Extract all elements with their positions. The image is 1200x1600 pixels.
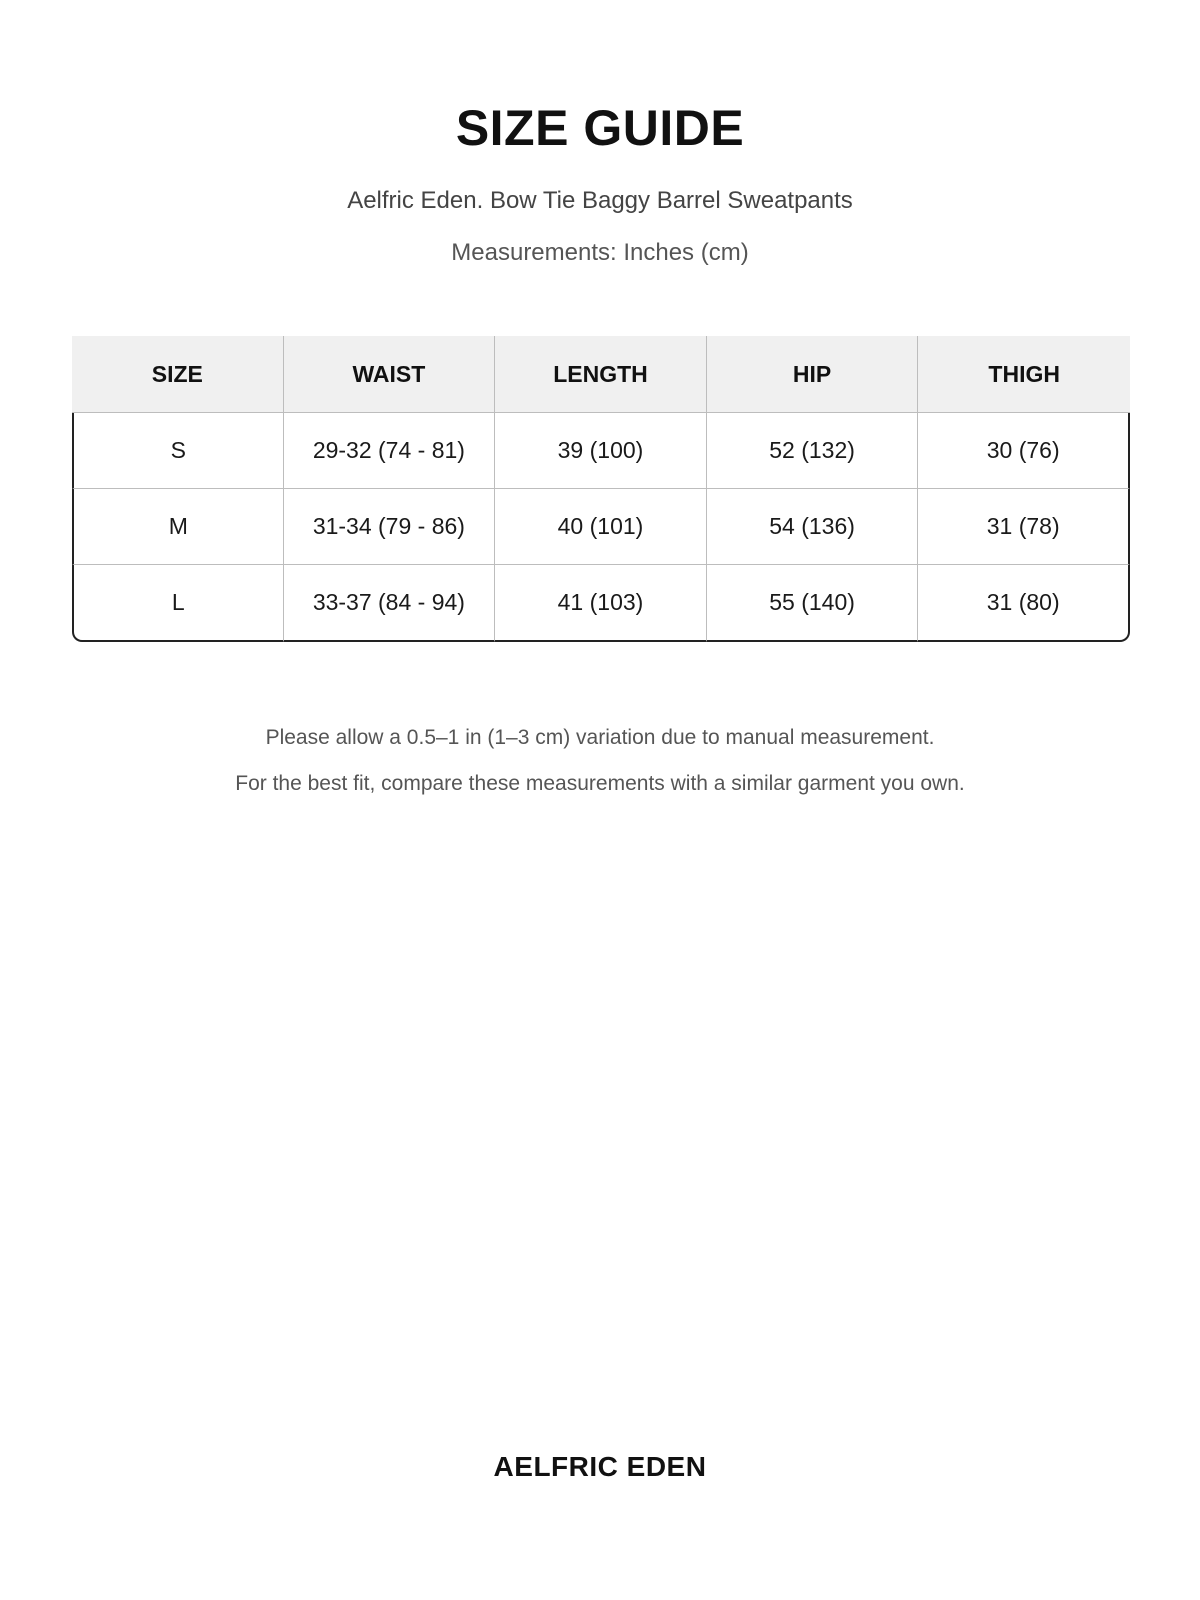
waist-cell: 31-34 (79 - 86) (284, 489, 496, 565)
table-row (72, 413, 1130, 489)
hip-cell: 55 (140) (707, 565, 919, 642)
thigh-cell: 31 (78) (918, 489, 1130, 565)
length-cell: 41 (103) (495, 565, 707, 642)
fit-note: For the best fit, compare these measurements with a similar garment you own. (235, 772, 965, 795)
column-header-size: SIZE (72, 336, 284, 413)
header-row (72, 336, 1130, 413)
column-header-hip: HIP (707, 336, 919, 413)
size-cell: L (72, 565, 284, 642)
hip-cell: 54 (136) (707, 489, 919, 565)
length-cell: 39 (100) (495, 413, 707, 489)
brand-footer: AELFRIC EDEN (493, 1451, 707, 1482)
size-table-body (72, 413, 1130, 642)
variation-note: Please allow a 0.5–1 in (1–3 cm) variation due to manual measurement. (265, 726, 935, 749)
product-name: Aelfric Eden. Bow Tie Baggy Barrel Sweatpants (347, 187, 853, 214)
thigh-cell: 31 (80) (918, 565, 1130, 642)
thigh-cell: 30 (76) (918, 413, 1130, 489)
column-header-length: LENGTH (495, 336, 707, 413)
size-table (72, 336, 1130, 642)
table-row (72, 565, 1130, 642)
hip-cell: 52 (132) (707, 413, 919, 489)
column-header-waist: WAIST (284, 336, 496, 413)
size-table-header (72, 336, 1130, 413)
size-cell: M (72, 489, 284, 565)
length-cell: 40 (101) (495, 489, 707, 565)
column-header-thigh: THIGH (918, 336, 1130, 413)
size-table-container (72, 336, 1130, 642)
waist-cell: 29-32 (74 - 81) (284, 413, 496, 489)
table-row (72, 489, 1130, 565)
size-cell: S (72, 413, 284, 489)
measurement-units: Measurements: Inches (cm) (451, 239, 749, 266)
page-title: SIZE GUIDE (455, 100, 745, 156)
waist-cell: 33-37 (84 - 94) (284, 565, 496, 642)
